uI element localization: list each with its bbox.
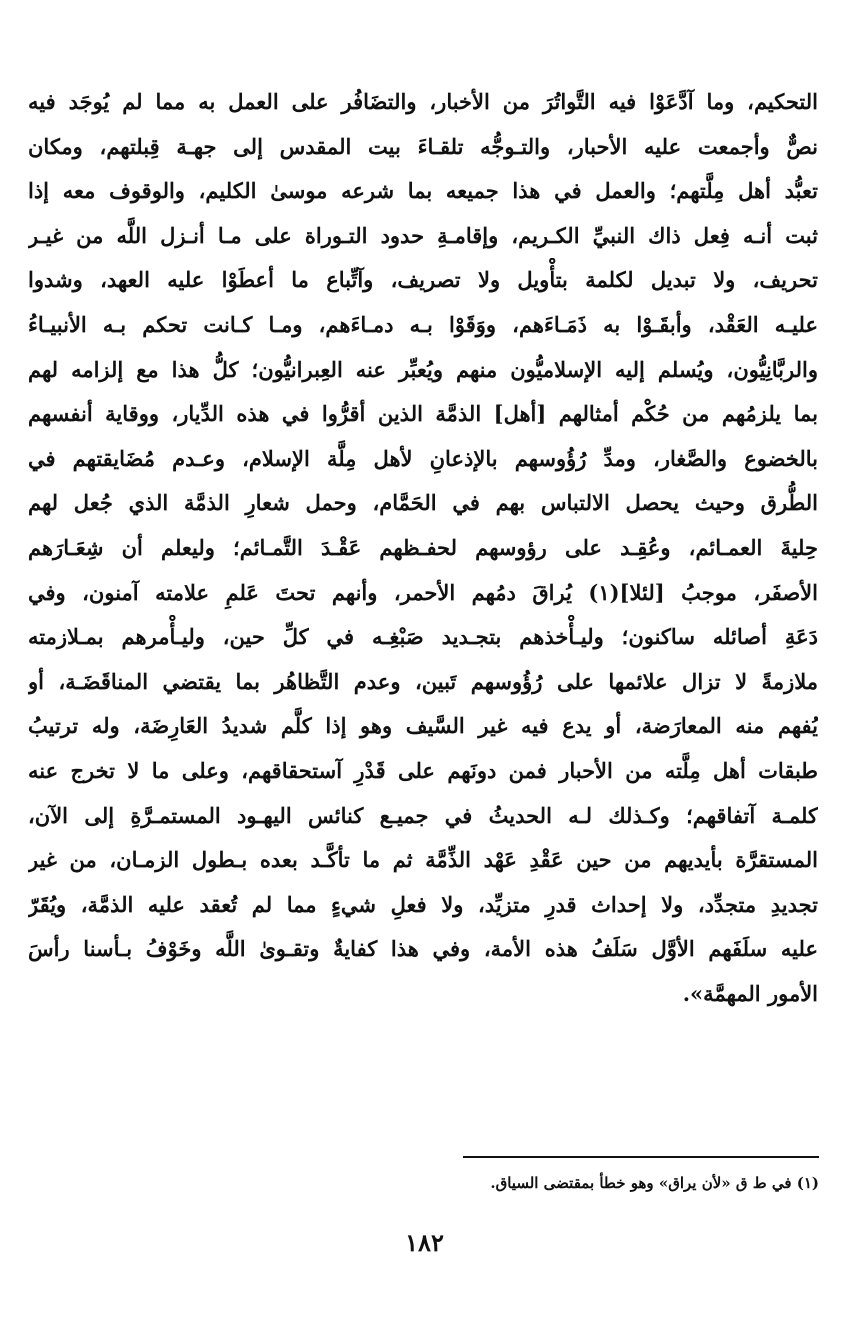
text-line-7: والربَّانِيُّون، ويُسلم إليه الإسلاميُّون منهم ويُعبِّر عنه العِبرانيُّون؛ كلُّ هذا مع إلزامه لهم <box>28 356 818 382</box>
footnote: (١) في ط ق «لأن يراق» وهو خطأ بمقتضى السياق. <box>490 1174 819 1192</box>
text-line-14: ملازمةً لا تزال علائمها على رُؤُوسهم تَبين، وعدم التَّظاهُر بما يقتضي المناقَضَـة، أو <box>28 668 818 694</box>
text-line-2: نصٌّ وأجمعت عليه الأحبار، والتـوجُّه تلقـاءَ بيت المقدس إلى جهـة قِبلتهم، ومكان <box>28 133 818 159</box>
text-line-15: يُفهم منه المعارَضة، أو يدع فيه غير السَّيف وهو إذا كلَّم شديدُ العَارِضَة، وله ترتيبُ <box>28 713 818 739</box>
text-line-8: بما يلزمُهم من حُكْم أمثالهم [أهل] الذمَّة الذين أقرُّوا في هذه الدِّيار، ووقاية أنفسهم <box>28 401 818 427</box>
text-line-9: بالخضوع والصَّغار، ومدِّ رُؤُوسهم بالإذعانِ لأهل مِلَّة الإسلام، وعـدم مُضَايقتهم في <box>28 445 818 471</box>
text-line-17: كلمـة آتفاقهم؛ وكـذلك لـه الحديثُ في جميـع كنائس اليهـود المستمـرَّةِ إلى الآن، <box>28 802 818 828</box>
main-text-body <box>28 80 818 1016</box>
text-line-13: دَعَةِ أصائله ساكنون؛ وليـأْخذهم بتجـديد صَبْغِـه في كلِّ حين، وليـأْمرهم بمـلازمته <box>28 624 818 650</box>
text-line-11: حِليةَ العمـائم، وعُقِـد على رؤوسهم لحفـظهم عَقْـدَ التَّمـائم؛ وليعلم أن شِعَـارَهم <box>28 534 818 560</box>
text-line-16: طبقات أهل مِلَّته من الأحبار فمن دونَهم على قَدْرِ آستحقاقهم، وعلى ما لا تخرج عنه <box>28 757 818 783</box>
text-line-3: تعبُّد أهل مِلَّتهم؛ والعمل في هذا جميعه بما شرعه موسىٰ الكليم، والوقوف معه إذا <box>28 178 818 204</box>
text-line-18: المستقرَّة بأيديهم من حين عَقْدِ عَهْد الذِّمَّة ثم ما تأكَّـد بعده بـطول الزمـان، من غير <box>28 847 818 873</box>
text-line-4: ثبت أنـه فِعل ذاك النبيِّ الكـريم، وإقامـةِ حدود التـوراة على مـا أنـزل اللَّه من غيـر <box>28 222 818 248</box>
text-line-6: عليـه العَقْد، وأبقَـوْا به ذَمَـاءَهم، ووَقَوْا بـه دمـاءَهم، ومـا كـانت تحكم بـه الأنبيـاءُ <box>28 311 818 337</box>
text-line-12: الأصفَر، موجبُ [لئلا](١) يُراقَ دمُهم الأحمر، وأنهم تحتَ عَلمِ علامته آمنون، وفي <box>28 579 818 605</box>
text-line-21: الأمور المهمَّة». <box>682 980 818 1006</box>
text-line-10: الطُّرق وحيث يحصل الالتباس بهم في الحَمَّام، وحمل شعارِ الذمَّة الذي جُعل لهم <box>28 490 818 516</box>
text-line-1: التحكيم، وما آدَّعَوْا فيه التَّواتُرَ من الأخبار، والتضَافُر على العمل به مما لم يُوجَد فيه <box>28 89 818 114</box>
page-number: ١٨٢ <box>405 1228 444 1257</box>
footnote-divider <box>463 1156 819 1158</box>
text-line-19: تجديدِ متجدِّد، ولا إحداث قدرِ متزيِّد، ولا فعلِ شيءٍ مما لم تُعقد عليه الذمَّة، ويُقَرّ <box>28 891 818 917</box>
text-line-5: تحريف، ولا تبديل لكلمة بتأْويل ولا تصريف، وآتِّباع ما أعطَوْا عليه العهد، وشدوا <box>28 267 818 293</box>
text-line-20: عليه سلَفَهم الأوَّل سَلَفُ هذه الأمة، وفي هذا كفايةٌ وتقـوىٰ اللَّه وخَوْفُ بـأسنا رأسَ <box>28 936 818 962</box>
